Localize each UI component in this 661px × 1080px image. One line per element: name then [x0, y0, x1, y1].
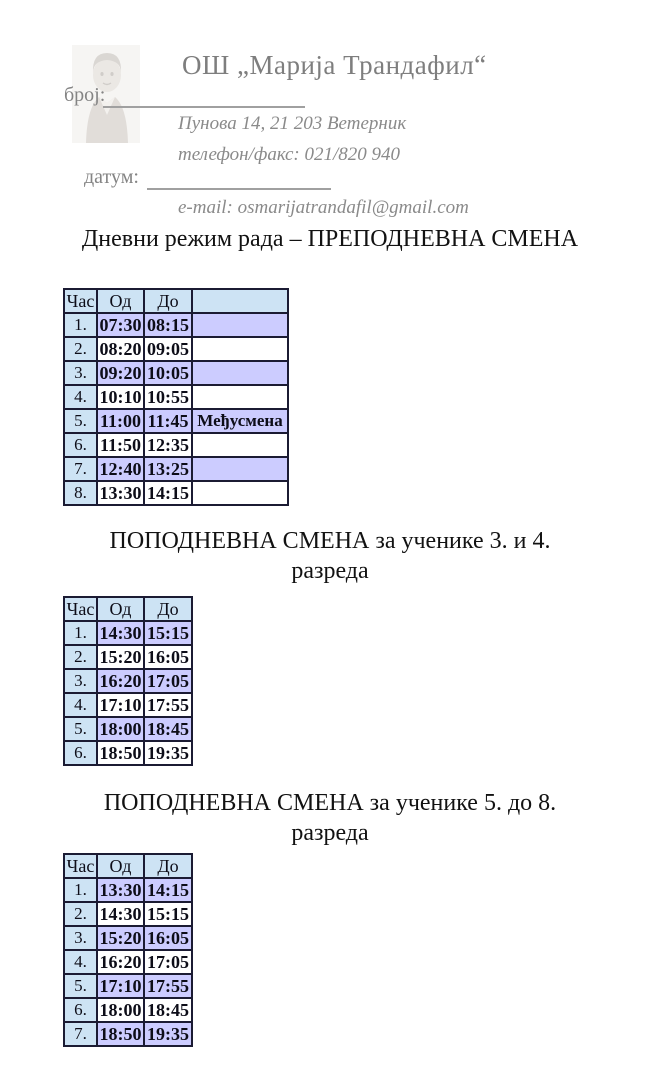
schedule-table-afternoon-5-8-container [63, 853, 193, 1047]
period-number-cell: 4. [64, 693, 97, 717]
column-header: До [144, 597, 192, 621]
period-number-cell: 7. [64, 457, 97, 481]
note-cell [192, 385, 288, 409]
table-row [64, 621, 192, 645]
table-row [64, 433, 288, 457]
table-row [64, 457, 288, 481]
time-from-cell: 09:20 [97, 361, 144, 385]
table-row [64, 974, 192, 998]
period-number-cell: 3. [64, 361, 97, 385]
period-number-cell: 1. [64, 313, 97, 337]
table-row [64, 409, 288, 433]
period-number-cell: 4. [64, 385, 97, 409]
table-row [64, 385, 288, 409]
school-name: ОШ „Марија Трандафил“ [182, 50, 487, 80]
table-row [64, 878, 192, 902]
period-number-cell: 3. [64, 669, 97, 693]
column-header: Час [64, 289, 97, 313]
time-from-cell: 11:50 [97, 433, 144, 457]
table-row [64, 950, 192, 974]
table-row [64, 481, 288, 505]
number-blank-line [103, 84, 305, 108]
time-to-cell: 08:15 [144, 313, 192, 337]
table-row [64, 337, 288, 361]
period-number-cell: 5. [64, 717, 97, 741]
time-to-cell: 17:05 [144, 950, 192, 974]
time-to-cell: 16:05 [144, 645, 192, 669]
table-header-row [64, 289, 288, 313]
time-from-cell: 16:20 [97, 669, 144, 693]
column-header: До [144, 854, 192, 878]
table-header-row [64, 854, 192, 878]
table-row [64, 1022, 192, 1046]
period-number-cell: 2. [64, 337, 97, 361]
column-header: Час [64, 597, 97, 621]
time-from-cell: 15:20 [97, 645, 144, 669]
table-header-row [64, 597, 192, 621]
time-from-cell: 07:30 [97, 313, 144, 337]
time-to-cell: 14:15 [144, 878, 192, 902]
section-title-morning: Дневни режим рада – ПРЕПОДНЕВНА СМЕНА [81, 226, 579, 252]
period-number-cell: 6. [64, 433, 97, 457]
section-title-afternoon-3-4: ПОПОДНЕВНА СМЕНА за ученике 3. и 4. разреда [109, 528, 551, 584]
number-label: број: [64, 84, 106, 106]
table-row [64, 313, 288, 337]
period-number-cell: 8. [64, 481, 97, 505]
column-header: До [144, 289, 192, 313]
schedule-table-morning [63, 288, 289, 506]
time-from-cell: 13:30 [97, 878, 144, 902]
period-number-cell: 5. [64, 409, 97, 433]
table-row [64, 998, 192, 1022]
time-to-cell: 09:05 [144, 337, 192, 361]
time-from-cell: 18:50 [97, 1022, 144, 1046]
time-to-cell: 16:05 [144, 926, 192, 950]
period-number-cell: 6. [64, 741, 97, 765]
time-to-cell: 18:45 [144, 998, 192, 1022]
time-from-cell: 18:00 [97, 998, 144, 1022]
time-to-cell: 19:35 [144, 741, 192, 765]
note-cell: Међусмена [192, 409, 288, 433]
time-from-cell: 11:00 [97, 409, 144, 433]
note-cell [192, 337, 288, 361]
table-row [64, 902, 192, 926]
table-row [64, 717, 192, 741]
table-row [64, 669, 192, 693]
period-number-cell: 5. [64, 974, 97, 998]
time-from-cell: 08:20 [97, 337, 144, 361]
time-from-cell: 16:20 [97, 950, 144, 974]
schedule-table-afternoon-3-4 [63, 596, 193, 766]
column-header [192, 289, 288, 313]
time-from-cell: 17:10 [97, 693, 144, 717]
column-header: Од [97, 289, 144, 313]
column-header: Час [64, 854, 97, 878]
time-from-cell: 15:20 [97, 926, 144, 950]
period-number-cell: 7. [64, 1022, 97, 1046]
period-number-cell: 4. [64, 950, 97, 974]
time-to-cell: 15:15 [144, 902, 192, 926]
column-header: Од [97, 597, 144, 621]
time-to-cell: 12:35 [144, 433, 192, 457]
schedule-table-afternoon-3-4-container [63, 596, 193, 766]
school-phone-fax: телефон/факс: 021/820 940 [178, 144, 401, 165]
time-from-cell: 14:30 [97, 902, 144, 926]
date-blank-line [147, 166, 331, 190]
time-from-cell: 18:50 [97, 741, 144, 765]
time-to-cell: 19:35 [144, 1022, 192, 1046]
time-from-cell: 13:30 [97, 481, 144, 505]
time-to-cell: 18:45 [144, 717, 192, 741]
period-number-cell: 1. [64, 621, 97, 645]
time-to-cell: 10:05 [144, 361, 192, 385]
time-to-cell: 17:55 [144, 974, 192, 998]
table-row [64, 926, 192, 950]
time-to-cell: 11:45 [144, 409, 192, 433]
time-from-cell: 12:40 [97, 457, 144, 481]
table-row [64, 361, 288, 385]
table-row [64, 693, 192, 717]
time-from-cell: 14:30 [97, 621, 144, 645]
time-to-cell: 13:25 [144, 457, 192, 481]
period-number-cell: 3. [64, 926, 97, 950]
date-label: датум: [84, 166, 139, 188]
note-cell [192, 457, 288, 481]
time-to-cell: 17:05 [144, 669, 192, 693]
period-number-cell: 2. [64, 902, 97, 926]
column-header: Од [97, 854, 144, 878]
note-cell [192, 313, 288, 337]
period-number-cell: 2. [64, 645, 97, 669]
period-number-cell: 6. [64, 998, 97, 1022]
table-row [64, 645, 192, 669]
note-cell [192, 361, 288, 385]
schedule-table-morning-container [63, 288, 289, 506]
time-to-cell: 17:55 [144, 693, 192, 717]
time-to-cell: 15:15 [144, 621, 192, 645]
schedule-table-afternoon-5-8 [63, 853, 193, 1047]
note-cell [192, 433, 288, 457]
time-to-cell: 14:15 [144, 481, 192, 505]
note-cell [192, 481, 288, 505]
school-address: Пунова 14, 21 203 Ветерник [178, 113, 407, 134]
table-row [64, 741, 192, 765]
time-from-cell: 18:00 [97, 717, 144, 741]
time-from-cell: 17:10 [97, 974, 144, 998]
time-to-cell: 10:55 [144, 385, 192, 409]
period-number-cell: 1. [64, 878, 97, 902]
section-title-afternoon-5-8: ПОПОДНЕВНА СМЕНА за ученике 5. до 8. разреда [103, 790, 557, 846]
school-email: e-mail: osmarijatrandafil@gmail.com [178, 197, 469, 218]
time-from-cell: 10:10 [97, 385, 144, 409]
